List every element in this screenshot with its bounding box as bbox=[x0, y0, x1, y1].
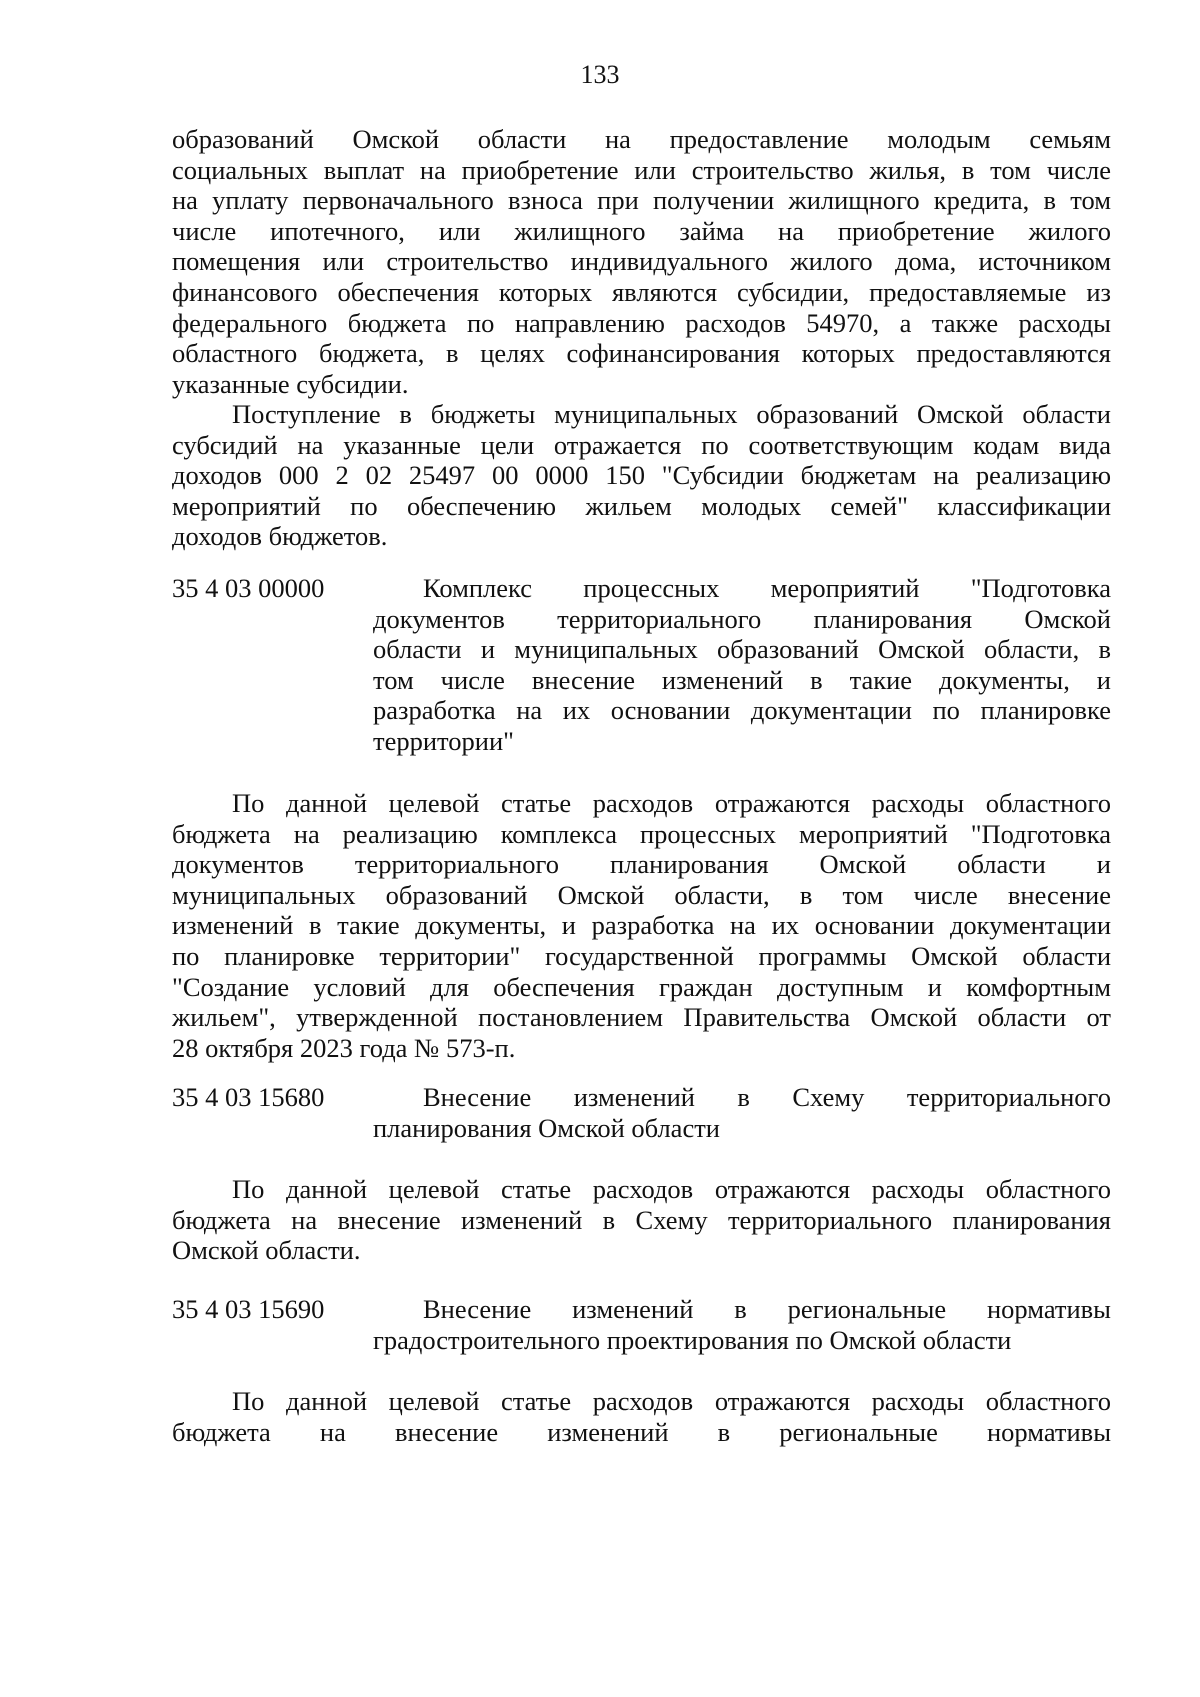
article-description-line: том числе внесение изменений в такие документы, и bbox=[373, 664, 1111, 695]
receipt-line: мероприятий по обеспечению жильем молодых семей" классификации bbox=[172, 490, 1111, 521]
explanation-line: По данной целевой статье расходов отражаются расходы областного bbox=[232, 1174, 1111, 1204]
explanation-line: документов территориального планирования Омской области и bbox=[172, 849, 1111, 880]
intro-line: указанные субсидии. bbox=[172, 368, 409, 399]
explanation-line: 28 октября 2023 года № 573-п. bbox=[172, 1032, 516, 1063]
article-description-line: Внесение изменений в Схему территориального bbox=[423, 1082, 1111, 1112]
explanation-line: бюджета на реализацию комплекса процессных мероприятий "Подготовка bbox=[172, 818, 1111, 849]
intro-line: социальных выплат на приобретение или строительство жилья, в том числе bbox=[172, 154, 1111, 185]
article-description-line: документов территориального планирования Омской bbox=[373, 603, 1111, 634]
article-description-line: разработка на их основании документации по планировке bbox=[373, 695, 1111, 726]
intro-line: федерального бюджета по направлению расходов 54970, а также расходы bbox=[172, 307, 1111, 338]
explanation-line: муниципальных образований Омской области, в том числе внесение bbox=[172, 879, 1111, 910]
page-number: 133 bbox=[580, 60, 620, 89]
explanation-line: бюджета на внесение изменений в региональные нормативы bbox=[172, 1416, 1111, 1447]
explanation-line: Омской области. bbox=[172, 1235, 361, 1266]
article-explanation bbox=[172, 1174, 1111, 1266]
article-description-line: области и муниципальных образований Омской области, в bbox=[373, 634, 1111, 665]
article-explanation bbox=[172, 788, 1111, 1063]
explanation-line: По данной целевой статье расходов отражаются расходы областного bbox=[232, 1386, 1111, 1416]
intro-line: областного бюджета, в целях софинансирования которых предоставляются bbox=[172, 338, 1111, 369]
intro-line: на уплату первоначального взноса при получении жилищного кредита, в том bbox=[172, 185, 1111, 216]
article-description-line: Внесение изменений в региональные нормативы bbox=[423, 1294, 1111, 1324]
explanation-line: изменений в такие документы, и разработка на их основании документации bbox=[172, 910, 1111, 941]
article-code: 35 4 03 15690 bbox=[172, 1294, 325, 1324]
explanation-line: жильем", утвержденной постановлением Правительства Омской области от bbox=[172, 1002, 1111, 1033]
intro-line: образований Омской области на предоставление молодым семьям bbox=[172, 124, 1111, 154]
budget-article-entry bbox=[172, 1294, 1111, 1358]
intro-line: помещения или строительство индивидуального жилого дома, источником bbox=[172, 246, 1111, 277]
article-description-line: Комплекс процессных мероприятий "Подготовка bbox=[423, 573, 1111, 603]
intro-paragraph bbox=[172, 124, 1111, 399]
receipt-line: доходов 000 2 02 25497 00 0000 150 "Субсидии бюджетам на реализацию bbox=[172, 460, 1111, 491]
receipt-line: субсидий на указанные цели отражается по соответствующим кодам вида bbox=[172, 429, 1111, 460]
article-code: 35 4 03 15680 bbox=[172, 1082, 325, 1112]
article-explanation bbox=[172, 1386, 1111, 1447]
article-description-line: территории" bbox=[373, 725, 514, 756]
article-description bbox=[373, 1294, 1111, 1355]
article-description-line: градостроительного проектирования по Омской области bbox=[373, 1324, 1012, 1355]
explanation-line: По данной целевой статье расходов отражаются расходы областного bbox=[232, 788, 1111, 818]
intro-line: финансового обеспечения которых являются субсидии, предоставляемые из bbox=[172, 276, 1111, 307]
article-description bbox=[373, 1082, 1111, 1143]
receipt-line: доходов бюджетов. bbox=[172, 521, 388, 552]
receipt-paragraph bbox=[172, 399, 1111, 552]
receipt-line: Поступление в бюджеты муниципальных образований Омской области bbox=[232, 399, 1111, 429]
article-description-line: планирования Омской области bbox=[373, 1112, 720, 1143]
explanation-line: по планировке территории" государственной программы Омской области bbox=[172, 940, 1111, 971]
article-code: 35 4 03 00000 bbox=[172, 573, 325, 603]
budget-article-entry bbox=[172, 573, 1111, 763]
article-description bbox=[373, 573, 1111, 757]
intro-line: числе ипотечного, или жилищного займа на приобретение жилого bbox=[172, 215, 1111, 246]
explanation-line: "Создание условий для обеспечения граждан доступным и комфортным bbox=[172, 971, 1111, 1002]
explanation-line: бюджета на внесение изменений в Схему территориального планирования bbox=[172, 1204, 1111, 1235]
budget-article-entry bbox=[172, 1082, 1111, 1146]
